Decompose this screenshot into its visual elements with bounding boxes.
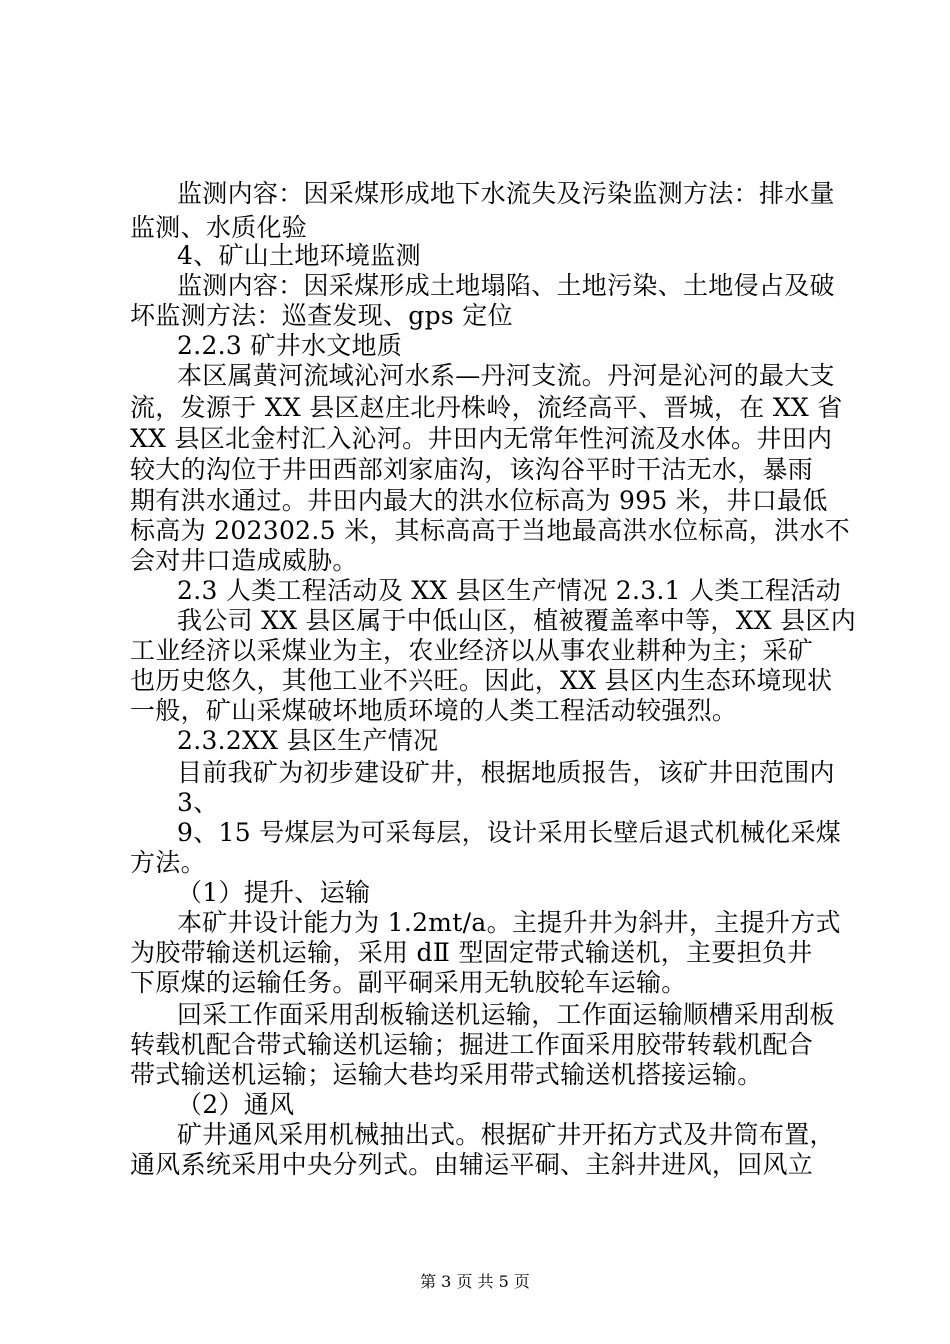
paragraph-line: XX 县区北金村汇入沁河。井田内无常年性河流及水体。井田内	[130, 424, 833, 453]
paragraph-line: 工业经济以采煤业为主，农业经济以从事农业耕种为主；采矿	[130, 636, 814, 665]
paragraph-line: 也历史悠久，其他工业不兴旺。因此，XX 县区内生态环境现状	[130, 666, 833, 695]
paragraph-line: 我公司 XX 县区属于中低山区，植被覆盖率中等，XX 县区内	[177, 606, 857, 635]
paragraph-line: 本矿井设计能力为 1.2mt/a。主提升井为斜井，主提升方式	[177, 908, 841, 937]
section-heading: 4、矿山土地环境监测	[177, 241, 421, 270]
paragraph-line: 监测内容：因采煤形成地下水流失及污染监测方法：排水量	[177, 179, 835, 208]
paragraph-line: 监测、水质化验	[130, 213, 308, 242]
paragraph-line: 标高为 202302.5 米，其标高高于当地最高洪水位标高，洪水不	[130, 516, 851, 545]
paragraph-line: 方法。	[130, 848, 206, 877]
section-heading: 2.2.3 矿井水文地质	[177, 331, 403, 360]
paragraph-line: 较大的沟位于井田西部刘家庙沟，该沟谷平时干沽无水，暴雨	[130, 455, 814, 484]
paragraph-line: 通风系统采用中央分列式。由辅运平硐、主斜井进风，回风立	[130, 1150, 814, 1179]
paragraph-line: 坏监测方法：巡查发现、gps 定位	[130, 301, 513, 330]
paragraph-line: 期有洪水通过。井田内最大的洪水位标高为 995 米，井口最低	[130, 486, 828, 515]
paragraph-line: 带式输送机运输；运输大巷均采用带式输送机搭接运输。	[130, 1060, 763, 1089]
paragraph-line: 目前我矿为初步建设矿井，根据地质报告，该矿井田范围内	[177, 758, 835, 787]
paragraph-line: 3、	[177, 788, 219, 817]
paragraph-line: 监测内容：因采煤形成土地塌陷、土地污染、土地侵占及破	[177, 271, 835, 300]
section-heading: （1）提升、运输	[177, 878, 371, 907]
paragraph-line: 为胶带输送机运输，采用 dⅡ 型固定带式输送机，主要担负井	[130, 938, 813, 967]
page-footer: 第 3 页 共 5 页	[420, 1272, 530, 1291]
paragraph-line: 9、15 号煤层为可采每层，设计采用长壁后退式机械化采煤	[177, 818, 842, 847]
paragraph-line: 会对井口造成威胁。	[130, 546, 358, 575]
section-heading: （2）通风	[177, 1090, 295, 1119]
paragraph-line: 下原煤的运输任务。副平硐采用无轨胶轮车运输。	[130, 968, 687, 997]
paragraph-line: 本区属黄河流域沁河水系—丹河支流。丹河是沁河的最大支	[177, 361, 835, 390]
paragraph-line: 一般，矿山采煤破坏地质环境的人类工程活动较强烈。	[130, 696, 738, 725]
paragraph-line: 回采工作面采用刮板输送机运输，工作面运输顺槽采用刮板	[177, 1000, 835, 1029]
paragraph-line: 转载机配合带式输送机运输；掘进工作面采用胶带转载机配合	[130, 1030, 814, 1059]
paragraph-line: 流，发源于 XX 县区赵庄北丹株岭，流经高平、晋城，在 XX 省	[130, 393, 843, 422]
section-heading: 2.3.2XX 县区生产情况	[177, 726, 439, 755]
paragraph-line: 矿井通风采用机械抽出式。根据矿井开拓方式及井筒布置，	[177, 1120, 835, 1149]
section-heading: 2.3 人类工程活动及 XX 县区生产情况 2.3.1 人类工程活动	[177, 576, 841, 605]
